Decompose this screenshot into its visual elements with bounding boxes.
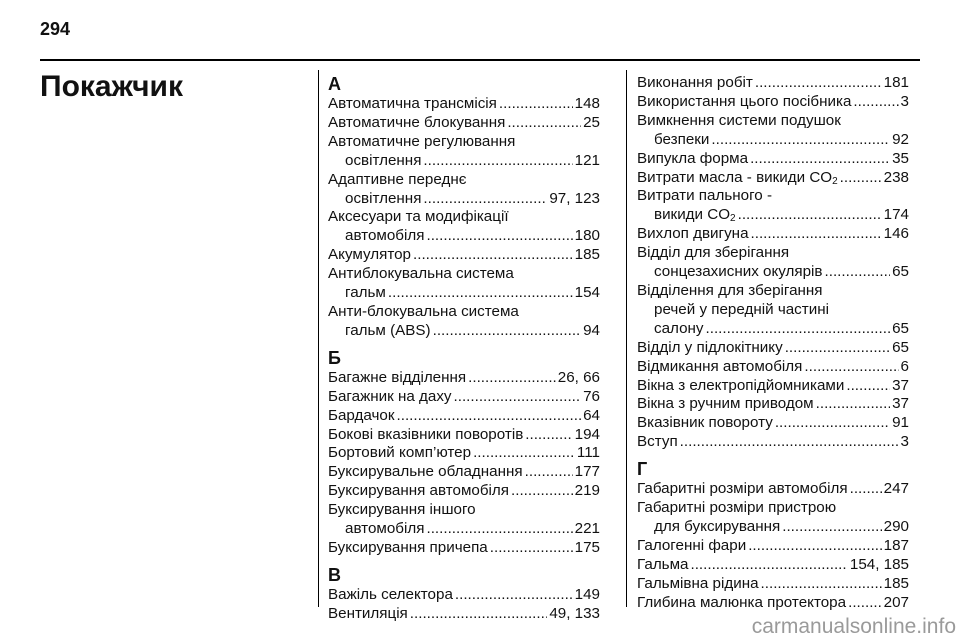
entry-text: Витрати масла - викиди $CO_2$ xyxy=(637,168,838,187)
leader-dots xyxy=(748,537,881,556)
leader-dots xyxy=(782,518,881,537)
entry-page-number: 149 xyxy=(574,585,600,603)
entry-page-number: 65 xyxy=(892,319,909,337)
entry-page-number: 185 xyxy=(883,574,909,592)
entry-text: Багажне відділення xyxy=(328,368,467,386)
entry-page-number: 64 xyxy=(583,406,600,424)
entry-text: гальм (ABS) xyxy=(345,321,431,339)
leader-dots xyxy=(499,95,573,114)
entry-text: Гальма xyxy=(637,555,689,573)
index-section xyxy=(328,348,600,558)
entry-page-number: 148 xyxy=(574,95,600,112)
entry-text: Багажник на даху xyxy=(328,387,452,405)
header-rule xyxy=(40,59,920,61)
section-letter: Б xyxy=(328,347,341,368)
entry-text: автомобіля xyxy=(345,227,425,245)
index-entry xyxy=(328,171,600,209)
leader-dots xyxy=(750,150,890,169)
entry-text: Вихлоп двигуна xyxy=(637,225,749,243)
index-entry xyxy=(328,463,600,482)
entry-text: Відділення для зберігання xyxy=(637,281,823,299)
leader-dots xyxy=(473,444,575,463)
entry-page-number: 181 xyxy=(883,74,909,91)
leader-dots xyxy=(423,190,547,209)
entry-page-number: 94 xyxy=(583,321,600,339)
entry-text: сонцезахисних окулярів xyxy=(654,263,823,281)
entry-page-number: 146 xyxy=(883,225,909,243)
index-entry xyxy=(328,407,600,426)
entry-page-number: 290 xyxy=(883,517,909,535)
entry-page-number: 25 xyxy=(583,113,600,131)
entry-page-number: 6 xyxy=(900,357,909,375)
entry-page-number: 238 xyxy=(883,168,909,186)
entry-text: Вказівник повороту xyxy=(637,414,773,432)
entry-text: Автоматичне блокування xyxy=(328,113,506,131)
entry-page-number: 185 xyxy=(574,246,600,264)
index-entry xyxy=(328,501,600,539)
entry-text: Бардачок xyxy=(328,406,395,424)
leader-dots xyxy=(775,414,890,433)
entry-text: Вступ xyxy=(637,433,678,451)
entry-text: Відмикання автомобіля xyxy=(637,357,803,375)
leader-dots xyxy=(455,586,573,605)
index-entry xyxy=(637,537,909,556)
index-entry xyxy=(637,499,909,537)
index-entry xyxy=(637,414,909,433)
leader-dots xyxy=(785,339,890,358)
index-entry xyxy=(637,282,909,339)
leader-dots xyxy=(525,463,573,482)
entry-text: Автоматична трансмісія xyxy=(328,95,497,112)
entry-text: гальм xyxy=(345,284,386,302)
entry-text: Витрати пального - xyxy=(637,187,772,205)
index-entry xyxy=(328,482,600,501)
index-entry xyxy=(328,133,600,171)
entry-text: Вікна з ручним приводом xyxy=(637,395,814,413)
index-section xyxy=(328,74,600,341)
entry-text: Галогенні фари xyxy=(637,536,747,554)
entry-page-number: 187 xyxy=(883,536,909,554)
entry-page-number: 111 xyxy=(576,444,600,462)
index-entry xyxy=(637,480,909,499)
entry-text: Анти-блокувальна система xyxy=(328,302,519,320)
entry-page-number: 92 xyxy=(892,130,909,148)
index-section xyxy=(328,565,600,624)
entry-page-number: 194 xyxy=(574,425,600,443)
leader-dots xyxy=(426,227,572,246)
entry-page-number: 37 xyxy=(892,376,909,394)
leader-dots xyxy=(706,320,891,339)
entry-text: Габаритні розміри автомобіля xyxy=(637,480,848,498)
entry-page-number: 174 xyxy=(883,206,909,224)
entry-text: Вентиляція xyxy=(328,604,408,622)
entry-text: Буксирування іншого xyxy=(328,501,476,519)
entry-page-number: 49, 133 xyxy=(549,604,600,622)
entry-page-number: 76 xyxy=(583,387,600,405)
entry-text: речей у передній частині xyxy=(654,300,829,318)
entry-page-number: 247 xyxy=(883,480,909,498)
index-column-right xyxy=(637,74,909,619)
leader-dots xyxy=(850,480,882,499)
entry-text: освітлення xyxy=(345,151,422,169)
entry-text: Випукла форма xyxy=(637,149,749,167)
index-entry xyxy=(328,586,600,605)
entry-page-number: 180 xyxy=(574,227,600,245)
index-entry xyxy=(328,369,600,388)
entry-page-number: 154, 185 xyxy=(849,555,909,573)
section-letter: Г xyxy=(637,459,648,480)
leader-dots xyxy=(413,246,573,265)
entry-text: викиди $CO_2$ xyxy=(654,206,736,225)
index-title: Покажчик xyxy=(40,70,183,103)
entry-page-number: 207 xyxy=(883,593,909,611)
entry-text: Вимкнення системи подушок xyxy=(637,111,841,129)
leader-dots xyxy=(804,358,898,377)
section-letter: В xyxy=(328,564,341,585)
entry-text: Вікна з електропідйомниками xyxy=(637,376,845,394)
index-entry xyxy=(328,605,600,624)
leader-dots xyxy=(388,284,573,303)
entry-page-number: 175 xyxy=(574,538,600,556)
page-number: 294 xyxy=(40,19,71,39)
entry-text: безпеки xyxy=(654,130,710,148)
index-entry xyxy=(637,150,909,169)
leader-dots xyxy=(853,93,898,112)
entry-text: для буксирування xyxy=(654,517,781,535)
index-entry xyxy=(328,114,600,133)
leader-dots xyxy=(738,206,882,225)
index-entry xyxy=(328,388,600,407)
column-divider-right xyxy=(626,70,627,607)
index-entry xyxy=(328,265,600,303)
leader-dots xyxy=(816,395,890,414)
leader-dots xyxy=(433,322,582,341)
entry-text: Буксирування причепа xyxy=(328,538,488,556)
watermark: carmanualsonline.info xyxy=(751,615,956,638)
leader-dots xyxy=(490,539,573,558)
index-entry xyxy=(328,444,600,463)
index-entry xyxy=(637,225,909,244)
entry-text: Акумулятор xyxy=(328,246,412,264)
index-entry xyxy=(637,339,909,358)
entry-text: Гальмівна рідина xyxy=(637,574,759,592)
entry-text: Автоматичне регулювання xyxy=(328,132,516,150)
entry-text: Антиблокувальна система xyxy=(328,265,514,283)
index-entry xyxy=(637,93,909,112)
entry-page-number: 219 xyxy=(574,482,600,500)
leader-dots xyxy=(848,594,882,613)
leader-dots xyxy=(846,377,890,396)
entry-page-number: 121 xyxy=(574,151,600,169)
leader-dots xyxy=(426,520,572,539)
leader-dots xyxy=(397,407,582,426)
entry-text: Виконання робіт xyxy=(637,74,753,91)
entry-text: Відділ для зберігання xyxy=(637,244,790,262)
entry-text: автомобіля xyxy=(345,520,425,538)
entry-page-number: 97, 123 xyxy=(549,189,600,207)
leader-dots xyxy=(423,152,572,171)
leader-dots xyxy=(454,388,582,407)
entry-page-number: 37 xyxy=(892,395,909,413)
entry-text: Адаптивне переднє xyxy=(328,170,467,188)
column-divider-left xyxy=(318,70,319,607)
index-section xyxy=(637,74,909,452)
entry-text: Буксирування автомобіля xyxy=(328,482,510,500)
index-column-left xyxy=(328,74,600,631)
index-entry xyxy=(328,208,600,246)
index-entry xyxy=(328,95,600,114)
entry-text: Аксесуари та модифікації xyxy=(328,208,509,226)
leader-dots xyxy=(840,169,882,188)
index-entry xyxy=(328,303,600,341)
entry-page-number: 65 xyxy=(892,263,909,281)
index-entry xyxy=(637,187,909,225)
entry-text: Бортовий комп’ютер xyxy=(328,444,472,462)
index-entry xyxy=(637,594,909,613)
entry-page-number: 26, 66 xyxy=(557,368,600,386)
leader-dots xyxy=(525,426,572,445)
index-entry xyxy=(637,169,909,188)
index-entry xyxy=(637,575,909,594)
index-entry xyxy=(328,426,600,445)
leader-dots xyxy=(690,556,847,575)
entry-page-number: 65 xyxy=(892,338,909,356)
entry-page-number: 35 xyxy=(892,149,909,167)
leader-dots xyxy=(755,74,882,93)
index-entry xyxy=(637,433,909,452)
index-entry xyxy=(637,556,909,575)
leader-dots xyxy=(825,263,891,282)
leader-dots xyxy=(511,482,573,501)
entry-page-number: 177 xyxy=(574,463,600,481)
index-entry xyxy=(637,358,909,377)
entry-page-number: 221 xyxy=(574,520,600,538)
index-entry xyxy=(637,395,909,414)
index-entry xyxy=(637,244,909,282)
entry-text: Відділ у підлокітнику xyxy=(637,338,783,356)
entry-text: Буксирувальне обладнання xyxy=(328,463,523,481)
index-entry xyxy=(637,74,909,93)
leader-dots xyxy=(711,131,890,150)
index-entry xyxy=(637,112,909,150)
section-letter: А xyxy=(328,74,341,94)
index-entry xyxy=(637,377,909,396)
leader-dots xyxy=(507,114,581,133)
entry-text: Використання цього посібника xyxy=(637,92,852,110)
leader-dots xyxy=(761,575,882,594)
leader-dots xyxy=(751,225,882,244)
entry-text: Важіль селектора xyxy=(328,585,453,603)
entry-page-number: 91 xyxy=(892,414,909,432)
entry-text: Бокові вказівники поворотів xyxy=(328,425,524,443)
entry-page-number: 3 xyxy=(900,92,909,110)
index-entry xyxy=(328,246,600,265)
entry-text: Габаритні розміри пристрою xyxy=(637,499,837,517)
entry-page-number: 3 xyxy=(900,433,909,451)
entry-text: салону xyxy=(654,319,704,337)
entry-page-number: 154 xyxy=(574,284,600,302)
leader-dots xyxy=(410,605,548,624)
index-entry xyxy=(328,539,600,558)
entry-text: Глибина малюнка протектора xyxy=(637,593,847,611)
leader-dots xyxy=(468,369,556,388)
entry-text: освітлення xyxy=(345,189,422,207)
index-section xyxy=(637,459,909,612)
leader-dots xyxy=(680,433,899,452)
